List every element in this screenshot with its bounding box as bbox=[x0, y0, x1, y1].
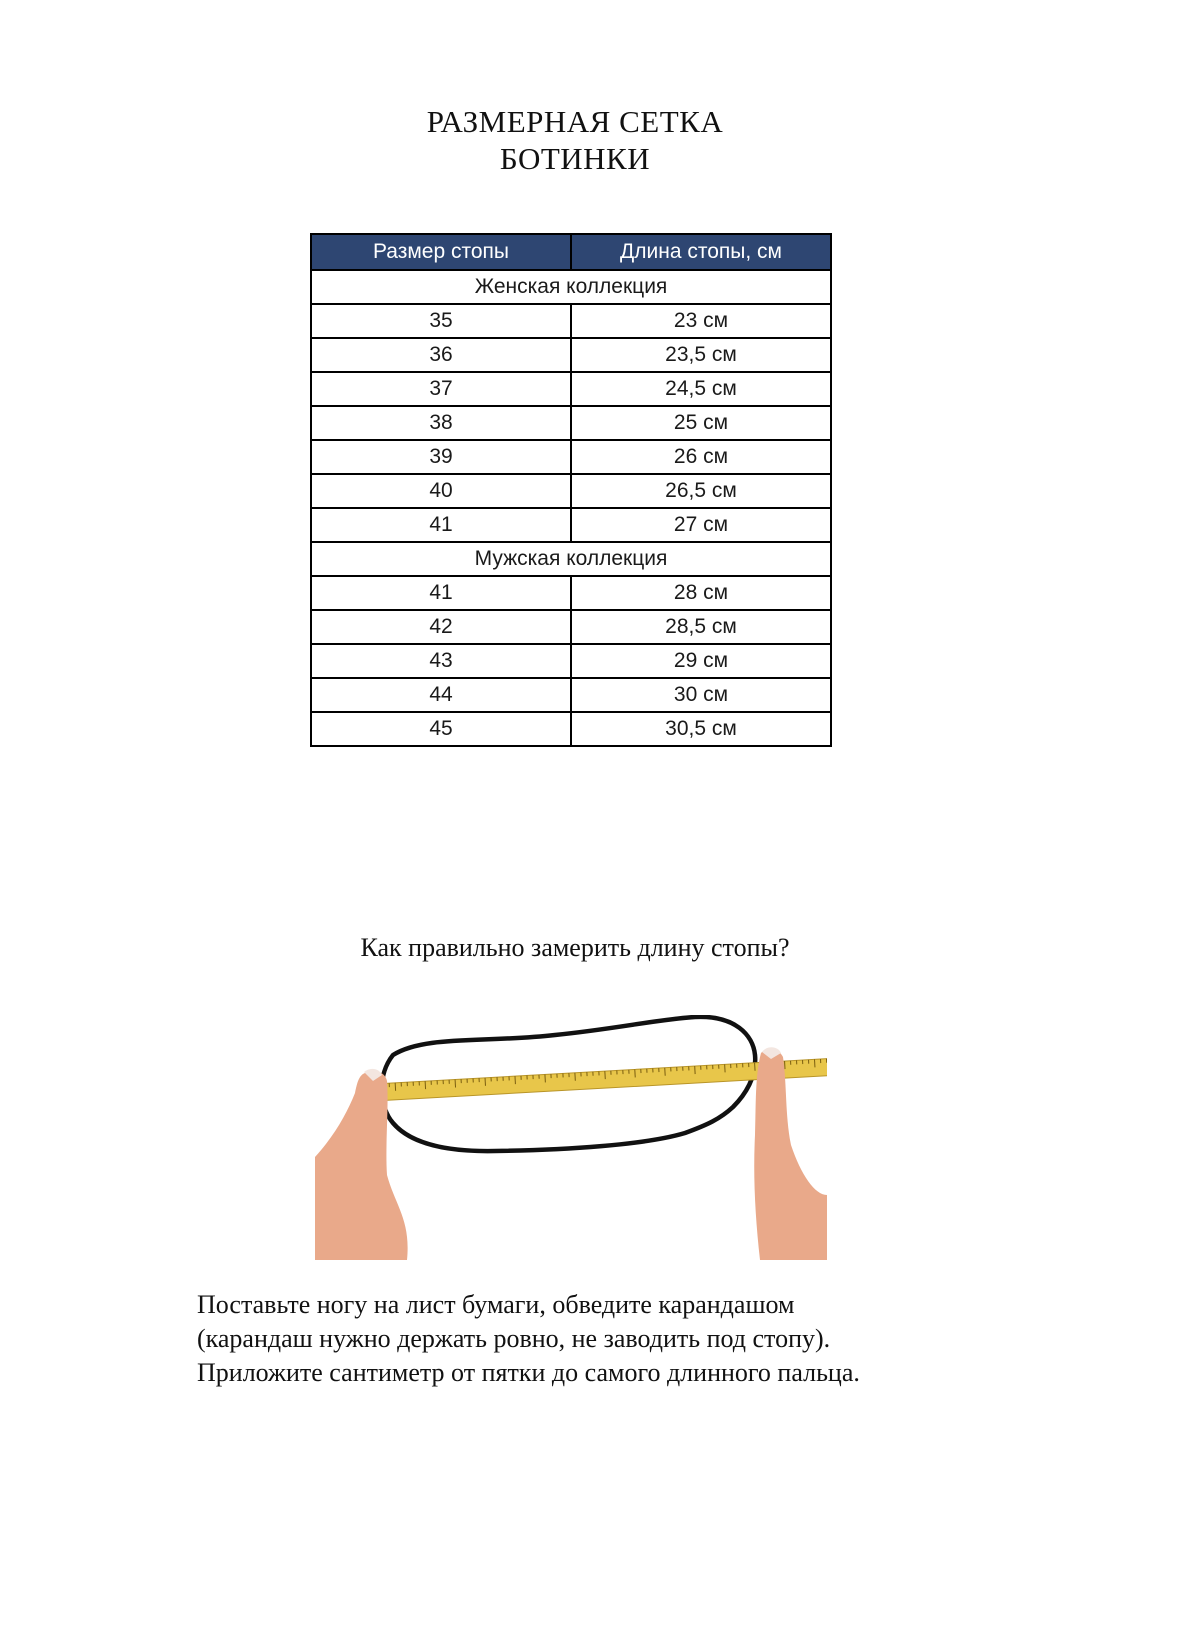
section-row-women bbox=[311, 270, 831, 304]
table-row bbox=[311, 712, 831, 746]
table-header-row bbox=[311, 234, 831, 270]
table-row bbox=[311, 372, 831, 406]
foot-measure-drawing bbox=[315, 1015, 827, 1260]
header-size: Размер стопы bbox=[311, 234, 571, 270]
size-cell: 45 bbox=[311, 712, 571, 746]
size-cell: 39 bbox=[311, 440, 571, 474]
length-cell: 29 см bbox=[571, 644, 831, 678]
size-cell: 41 bbox=[311, 508, 571, 542]
length-cell: 25 см bbox=[571, 406, 831, 440]
table-row bbox=[311, 678, 831, 712]
instruction-line: Поставьте ногу на лист бумаги, обведите карандашом bbox=[197, 1290, 795, 1319]
size-cell: 43 bbox=[311, 644, 571, 678]
instruction-line: (карандаш нужно держать ровно, не заводить под стопу). bbox=[197, 1324, 831, 1353]
length-cell: 28,5 см bbox=[571, 610, 831, 644]
measure-instructions bbox=[197, 1288, 1097, 1390]
size-cell: 42 bbox=[311, 610, 571, 644]
section-label: Женская коллекция bbox=[311, 270, 831, 304]
size-cell: 36 bbox=[311, 338, 571, 372]
length-cell: 27 см bbox=[571, 508, 831, 542]
table-row bbox=[311, 304, 831, 338]
length-cell: 23 см bbox=[571, 304, 831, 338]
table-row bbox=[311, 406, 831, 440]
table-row bbox=[311, 474, 831, 508]
table-row bbox=[311, 576, 831, 610]
size-table bbox=[310, 233, 832, 747]
table-row bbox=[311, 644, 831, 678]
length-cell: 23,5 см bbox=[571, 338, 831, 372]
right-hand bbox=[754, 1047, 827, 1260]
instruction-line: Приложите сантиметр от пятки до самого длинного пальца. bbox=[197, 1358, 860, 1387]
table-row bbox=[311, 610, 831, 644]
section-label: Мужская коллекция bbox=[311, 542, 831, 576]
size-cell: 35 bbox=[311, 304, 571, 338]
table-row bbox=[311, 338, 831, 372]
length-cell: 30 см bbox=[571, 678, 831, 712]
section-row-men bbox=[311, 542, 831, 576]
length-cell: 30,5 см bbox=[571, 712, 831, 746]
page-title bbox=[0, 103, 1150, 177]
title-line-1: РАЗМЕРНАЯ СЕТКА bbox=[426, 104, 724, 139]
length-cell: 28 см bbox=[571, 576, 831, 610]
size-cell: 40 bbox=[311, 474, 571, 508]
size-cell: 44 bbox=[311, 678, 571, 712]
length-cell: 26,5 см bbox=[571, 474, 831, 508]
table-row bbox=[311, 508, 831, 542]
title-line-2: БОТИНКИ bbox=[499, 141, 651, 176]
table-row bbox=[311, 440, 831, 474]
header-length: Длина стопы, см bbox=[571, 234, 831, 270]
length-cell: 24,5 см bbox=[571, 372, 831, 406]
length-cell: 26 см bbox=[571, 440, 831, 474]
size-cell: 37 bbox=[311, 372, 571, 406]
foot-measure-illustration bbox=[315, 1015, 827, 1260]
size-cell: 38 bbox=[311, 406, 571, 440]
size-cell: 41 bbox=[311, 576, 571, 610]
measure-question: Как правильно замерить длину стопы? bbox=[360, 933, 790, 962]
